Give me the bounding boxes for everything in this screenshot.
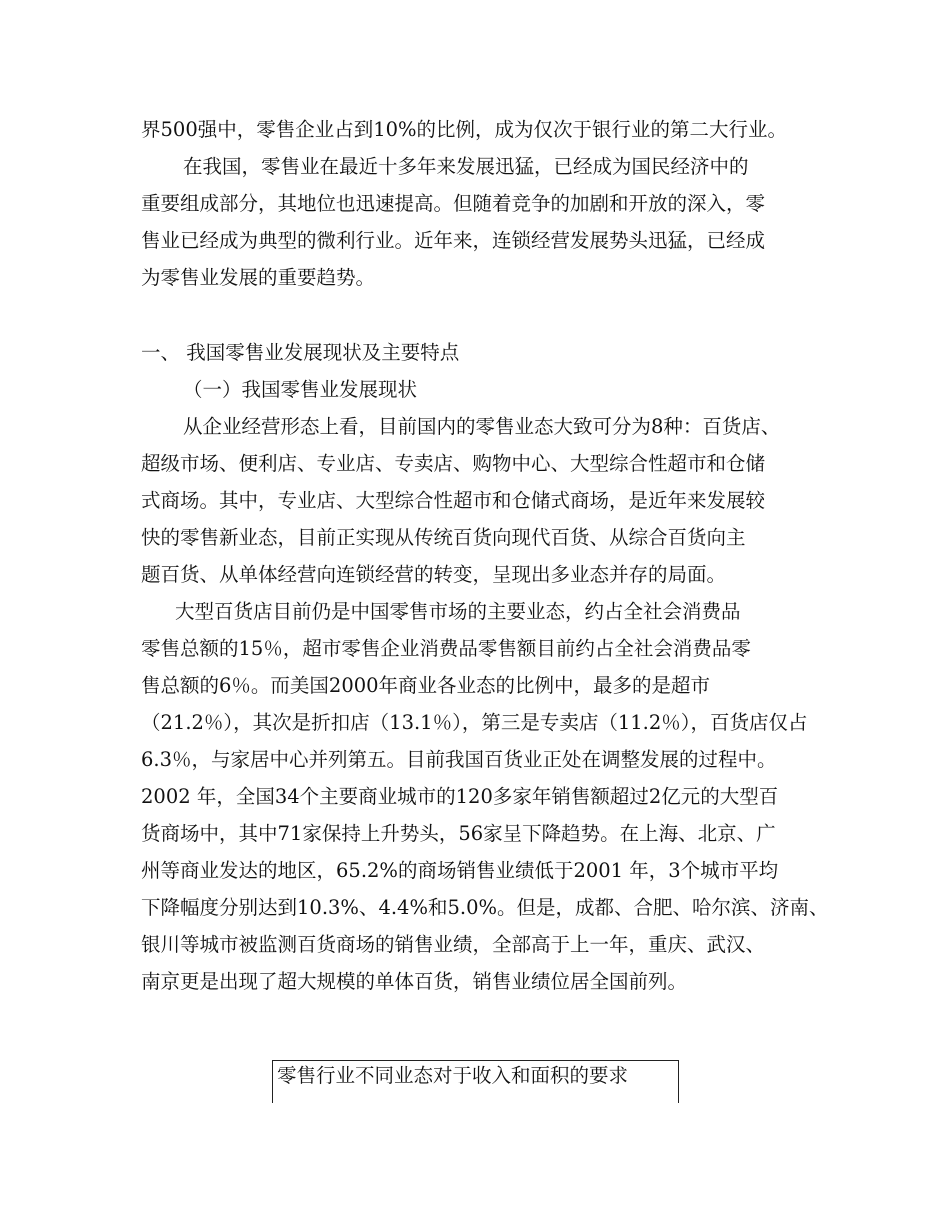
text-line: （21.2％），其次是折扣店（13.1％），第三是专卖店（11.2％），百货店仅占 — [141, 711, 808, 734]
text-line: 快的零售新业态，目前正实现从传统百货向现代百货、从综合百货向主 — [141, 526, 746, 549]
section-heading: 一、 我国零售业发展现状及主要特点 — [141, 341, 460, 364]
text-line: 2002 年，全国34个主要商业城市的120多家年销售额超过2亿元的大型百 — [141, 785, 779, 808]
text-line: 界500强中，零售企业占到10%的比例，成为仅次于银行业的第二大行业。 — [141, 118, 788, 141]
text-line: 州等商业发达的地区，65.2%的商场销售业绩低于2001 年，3个城市平均 — [141, 859, 779, 882]
text-line: 下降幅度分别达到10.3%、4.4%和5.0%。但是，成都、合肥、哈尔滨、济南、 — [141, 896, 829, 919]
text-line: 售总额的6％。而美国2000年商业各业态的比例中，最多的是超市 — [141, 674, 711, 697]
text-line: 式商场。其中，专业店、大型综合性超市和仓储式商场，是近年来发展较 — [141, 489, 766, 512]
text-line: 超级市场、便利店、专业店、专卖店、购物中心、大型综合性超市和仓储 — [141, 452, 766, 475]
text-line: 售业已经成为典型的微利行业。近年来，连锁经营发展势头迅猛，已经成 — [141, 229, 766, 252]
text-line: 零售总额的15％，超市零售企业消费品零售额目前约占全社会消费品零 — [141, 637, 751, 660]
table-header-box — [272, 1060, 679, 1103]
table-title: 零售行业不同业态对于收入和面积的要求 — [277, 1064, 629, 1087]
text-line: 为零售业发展的重要趋势。 — [141, 266, 376, 289]
text-line: 银川等城市被监测百货商场的销售业绩，全部高于上一年，重庆、武汉、 — [141, 933, 766, 956]
text-line: 重要组成部分，其地位也迅速提高。但随着竞争的加剧和开放的深入，零 — [141, 192, 766, 215]
text-line: 南京更是出现了超大规模的单体百货，销售业绩位居全国前列。 — [141, 970, 688, 993]
text-line: 6.3％，与家居中心并列第五。目前我国百货业正处在调整发展的过程中。 — [141, 748, 777, 771]
paragraph-first-line: 从企业经营形态上看，目前国内的零售业态大致可分为8种：百货店、 — [183, 415, 781, 438]
paragraph-first-line: 大型百货店目前仍是中国零售市场的主要业态，约占全社会消费品 — [175, 600, 741, 623]
text-line: 货商场中，其中71家保持上升势头，56家呈下降趋势。在上海、北京、广 — [141, 822, 776, 845]
paragraph-first-line: 在我国，零售业在最近十多年来发展迅猛，已经成为国民经济中的 — [183, 155, 749, 178]
subsection-heading: （一）我国零售业发展现状 — [183, 378, 418, 401]
text-line: 题百货、从单体经营向连锁经营的转变，呈现出多业态并存的局面。 — [141, 563, 727, 586]
